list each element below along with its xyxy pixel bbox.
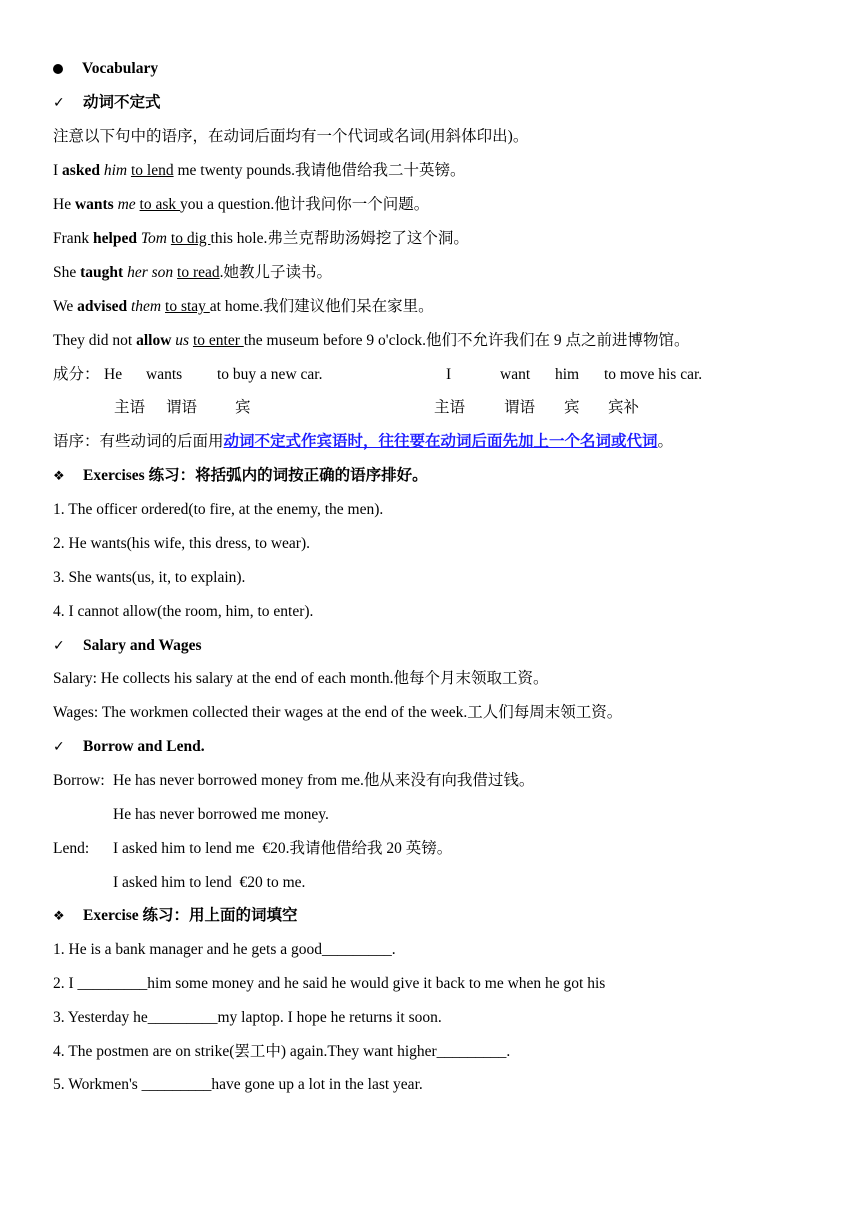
- components-label: 成分：: [53, 366, 100, 383]
- exercise1-heading: ❖ Exercises 练习：将括弧内的词按正确的语序排好。: [53, 466, 428, 487]
- exercise-item: 4. I cannot allow(the room, him, to enter).: [53, 603, 314, 620]
- lend-label: Lend:: [53, 840, 90, 857]
- vocabulary-heading: Vocabulary: [82, 60, 159, 77]
- checkmark-icon: ✓: [53, 95, 65, 111]
- checkmark-icon: ✓: [53, 638, 65, 654]
- borrow-line: He has never borrowed money from me.他从来没有向我借过钱。: [113, 772, 535, 789]
- salary-line: Salary: He collects his salary at the end of each month.他每个月末领取工资。: [53, 670, 549, 687]
- infinitive-title: 动词不定式: [83, 94, 161, 111]
- exercise-item: 5. Workmen's _________have gone up a lot in the last year.: [53, 1076, 423, 1093]
- exercise-item: 4. The postmen are on strike(罢工中) again.They want higher_________.: [53, 1043, 511, 1060]
- bullet-icon: [53, 64, 63, 74]
- component-word: want: [500, 366, 531, 383]
- checkmark-icon: ✓: [53, 739, 65, 755]
- order-note: 语序：有些动词的后面用动词不定式作宾语时，往往要在动词后面先加上一个名词或代词。: [53, 433, 674, 450]
- exercise-item: 2. He wants(his wife, this dress, to wear).: [53, 535, 310, 552]
- component-role: 宾补: [608, 399, 640, 416]
- example-sentence: We advised them to stay at home.我们建议他们呆在家里。: [53, 298, 434, 315]
- component-role: 主语: [434, 399, 466, 416]
- example-sentence: I asked him to lend me twenty pounds.我请他借给我二十英镑。: [53, 162, 466, 179]
- borrow-heading: ✓ Borrow and Lend.: [53, 738, 205, 755]
- component-word: wants: [146, 366, 183, 383]
- component-word: to buy a new car.: [217, 366, 323, 383]
- exercise2-heading: ❖ Exercise 练习：用上面的词填空: [53, 906, 298, 927]
- component-word: He: [104, 366, 123, 383]
- highlight-link[interactable]: 动词不定式作宾语时，往往要在动词后面先加上一个名词或代词: [223, 433, 658, 450]
- borrow-label: Borrow:: [53, 772, 105, 789]
- lend-line: I asked him to lend me €20.我请他借给我 20 英镑。: [113, 840, 453, 857]
- lend-line: I asked him to lend €20 to me.: [113, 874, 306, 891]
- exercise-item: 1. He is a bank manager and he gets a good_________.: [53, 941, 396, 958]
- exercise-item: 2. I _________him some money and he said he would give it back to me when he got his: [53, 975, 606, 992]
- exercise-item: 3. She wants(us, it, to explain).: [53, 569, 246, 586]
- infinitive-heading: [53, 93, 161, 113]
- intro-text: 注意以下句中的语序，在动词后面均有一个代词或名词(用斜体印出)。: [53, 128, 529, 145]
- component-word: him: [555, 366, 580, 383]
- example-sentence: He wants me to ask you a question.他计我问你一个问题。: [53, 196, 430, 213]
- component-role: 主语: [114, 399, 146, 416]
- diamond-icon: ❖: [53, 469, 65, 484]
- salary-heading: ✓ Salary and Wages: [53, 637, 202, 654]
- wages-line: Wages: The workmen collected their wages at the end of the week.工人们每周末领工资。: [53, 704, 623, 721]
- component-role: 宾: [564, 399, 580, 416]
- component-role: 谓语: [166, 399, 198, 416]
- exercise-item: 1. The officer ordered(to fire, at the enemy, the men).: [53, 501, 384, 518]
- example-sentence: Frank helped Tom to dig this hole.弗兰克帮助汤姆挖了这个洞。: [53, 230, 469, 247]
- component-role: 宾: [235, 399, 251, 416]
- component-role: 谓语: [504, 399, 536, 416]
- component-word: to move his car.: [604, 366, 703, 383]
- exercise-item: 3. Yesterday he_________my laptop. I hope he returns it soon.: [53, 1009, 442, 1026]
- example-sentence: They did not allow us to enter the museum before 9 o'clock.他们不允许我们在 9 点之前进博物馆。: [53, 332, 690, 349]
- component-word: I: [446, 366, 452, 383]
- diamond-icon: ❖: [53, 909, 65, 924]
- borrow-line: He has never borrowed me money.: [113, 806, 329, 823]
- example-sentence: She taught her son to read.她教儿子读书。: [53, 264, 333, 281]
